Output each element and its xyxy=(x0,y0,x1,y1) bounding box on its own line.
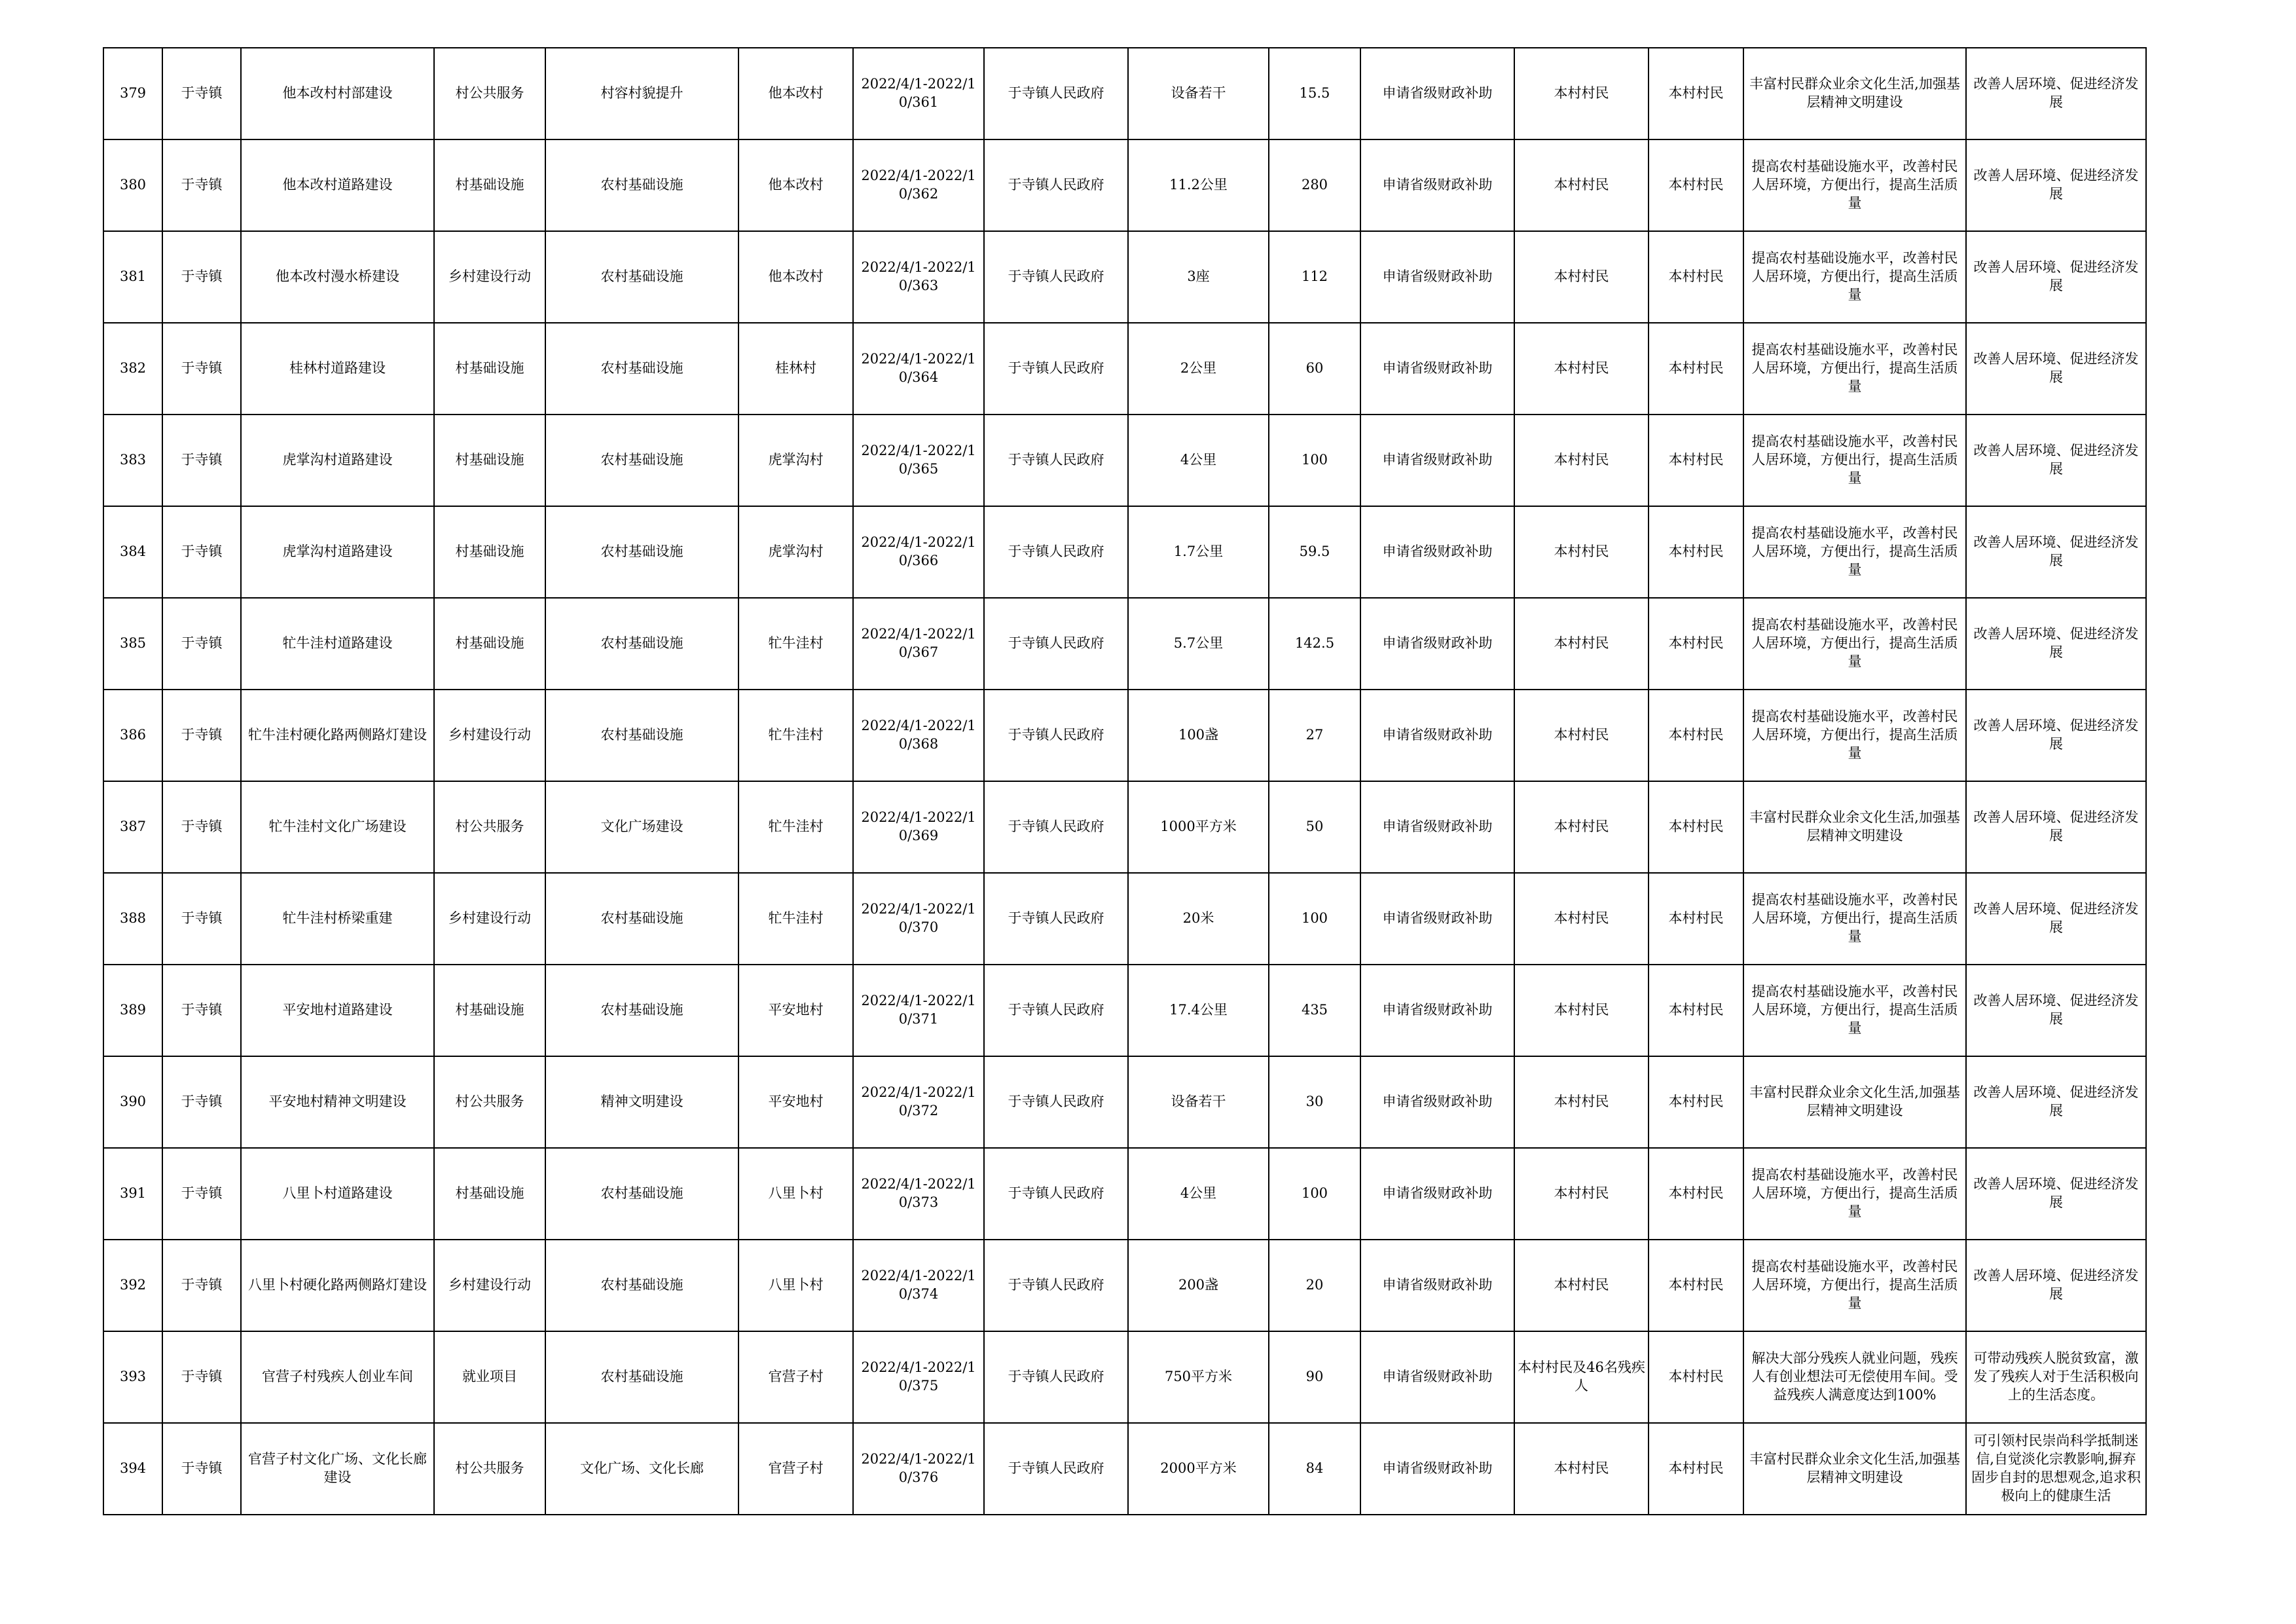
row-number: 391 xyxy=(103,1148,162,1240)
project-name-cell: 官营子村文化广场、文化长廊建设 xyxy=(241,1423,434,1515)
town-cell: 于寺镇 xyxy=(162,1331,241,1423)
project-type-cell: 乡村建设行动 xyxy=(434,231,545,323)
scale-cell: 设备若干 xyxy=(1128,1056,1269,1148)
town-cell: 于寺镇 xyxy=(162,139,241,231)
town-cell: 于寺镇 xyxy=(162,506,241,598)
village-cell: 牤牛洼村 xyxy=(738,873,853,965)
supervisor-cell: 本村村民 xyxy=(1649,48,1743,139)
project-subtype-cell: 文化广场建设 xyxy=(545,781,738,873)
project-name-cell: 牤牛洼村硬化路两侧路灯建设 xyxy=(241,690,434,781)
amount-cell: 50 xyxy=(1269,781,1360,873)
table-row xyxy=(103,506,2146,598)
project-subtype-cell: 农村基础设施 xyxy=(545,139,738,231)
goal-cell: 可引领村民崇尚科学抵制迷信,自觉淡化宗教影响,摒弃固步自封的思想观念,追求积极向上的健康生活 xyxy=(1966,1423,2146,1515)
beneficiary-cell: 本村村民 xyxy=(1514,415,1649,506)
project-type-cell: 村公共服务 xyxy=(434,1423,545,1515)
period-cell: 2022/4/1-2022/10/366 xyxy=(853,506,984,598)
supervisor-cell: 本村村民 xyxy=(1649,1056,1743,1148)
row-number: 385 xyxy=(103,598,162,690)
funding-source-cell: 申请省级财政补助 xyxy=(1360,965,1514,1056)
town-cell: 于寺镇 xyxy=(162,781,241,873)
period-cell: 2022/4/1-2022/10/361 xyxy=(853,48,984,139)
goal-cell: 改善人居环境、促进经济发展 xyxy=(1966,690,2146,781)
project-type-cell: 村基础设施 xyxy=(434,139,545,231)
town-cell: 于寺镇 xyxy=(162,598,241,690)
project-name-cell: 平安地村道路建设 xyxy=(241,965,434,1056)
town-cell: 于寺镇 xyxy=(162,48,241,139)
beneficiary-cell: 本村村民 xyxy=(1514,1148,1649,1240)
project-subtype-cell: 农村基础设施 xyxy=(545,1240,738,1331)
funding-source-cell: 申请省级财政补助 xyxy=(1360,1240,1514,1331)
project-name-cell: 官营子村残疾人创业车间 xyxy=(241,1331,434,1423)
scale-cell: 4公里 xyxy=(1128,1148,1269,1240)
scale-cell: 2公里 xyxy=(1128,323,1269,415)
row-number: 386 xyxy=(103,690,162,781)
goal-cell: 改善人居环境、促进经济发展 xyxy=(1966,415,2146,506)
benefit-cell: 提高农村基础设施水平，改善村民人居环境，方便出行，提高生活质量 xyxy=(1743,231,1966,323)
village-cell: 八里卜村 xyxy=(738,1148,853,1240)
scale-cell: 100盏 xyxy=(1128,690,1269,781)
beneficiary-cell: 本村村民 xyxy=(1514,1240,1649,1331)
project-type-cell: 村基础设施 xyxy=(434,323,545,415)
amount-cell: 27 xyxy=(1269,690,1360,781)
table-row xyxy=(103,415,2146,506)
project-type-cell: 村公共服务 xyxy=(434,48,545,139)
project-type-cell: 村公共服务 xyxy=(434,1056,545,1148)
period-cell: 2022/4/1-2022/10/375 xyxy=(853,1331,984,1423)
village-cell: 平安地村 xyxy=(738,1056,853,1148)
amount-cell: 100 xyxy=(1269,415,1360,506)
supervisor-cell: 本村村民 xyxy=(1649,1148,1743,1240)
row-number: 382 xyxy=(103,323,162,415)
goal-cell: 改善人居环境、促进经济发展 xyxy=(1966,965,2146,1056)
scale-cell: 5.7公里 xyxy=(1128,598,1269,690)
goal-cell: 改善人居环境、促进经济发展 xyxy=(1966,139,2146,231)
funding-source-cell: 申请省级财政补助 xyxy=(1360,598,1514,690)
project-type-cell: 村基础设施 xyxy=(434,965,545,1056)
implementing-unit-cell: 于寺镇人民政府 xyxy=(984,873,1128,965)
goal-cell: 改善人居环境、促进经济发展 xyxy=(1966,231,2146,323)
amount-cell: 90 xyxy=(1269,1331,1360,1423)
scale-cell: 设备若干 xyxy=(1128,48,1269,139)
town-cell: 于寺镇 xyxy=(162,415,241,506)
scale-cell: 1.7公里 xyxy=(1128,506,1269,598)
period-cell: 2022/4/1-2022/10/367 xyxy=(853,598,984,690)
row-number: 389 xyxy=(103,965,162,1056)
table-row xyxy=(103,323,2146,415)
table-row xyxy=(103,139,2146,231)
beneficiary-cell: 本村村民 xyxy=(1514,1423,1649,1515)
period-cell: 2022/4/1-2022/10/365 xyxy=(853,415,984,506)
village-cell: 他本改村 xyxy=(738,231,853,323)
funding-source-cell: 申请省级财政补助 xyxy=(1360,323,1514,415)
funding-source-cell: 申请省级财政补助 xyxy=(1360,415,1514,506)
goal-cell: 改善人居环境、促进经济发展 xyxy=(1966,873,2146,965)
goal-cell: 改善人居环境、促进经济发展 xyxy=(1966,48,2146,139)
goal-cell: 改善人居环境、促进经济发展 xyxy=(1966,323,2146,415)
village-cell: 官营子村 xyxy=(738,1331,853,1423)
project-name-cell: 他本改村村部建设 xyxy=(241,48,434,139)
period-cell: 2022/4/1-2022/10/368 xyxy=(853,690,984,781)
table-row xyxy=(103,873,2146,965)
benefit-cell: 丰富村民群众业余文化生活,加强基层精神文明建设 xyxy=(1743,1423,1966,1515)
project-name-cell: 虎掌沟村道路建设 xyxy=(241,506,434,598)
project-subtype-cell: 文化广场、文化长廊 xyxy=(545,1423,738,1515)
village-cell: 牤牛洼村 xyxy=(738,598,853,690)
benefit-cell: 提高农村基础设施水平，改善村民人居环境，方便出行，提高生活质量 xyxy=(1743,1148,1966,1240)
benefit-cell: 提高农村基础设施水平，改善村民人居环境，方便出行，提高生活质量 xyxy=(1743,1240,1966,1331)
beneficiary-cell: 本村村民 xyxy=(1514,690,1649,781)
amount-cell: 84 xyxy=(1269,1423,1360,1515)
village-cell: 八里卜村 xyxy=(738,1240,853,1331)
benefit-cell: 丰富村民群众业余文化生活,加强基层精神文明建设 xyxy=(1743,1056,1966,1148)
project-type-cell: 乡村建设行动 xyxy=(434,1240,545,1331)
town-cell: 于寺镇 xyxy=(162,231,241,323)
project-type-cell: 村基础设施 xyxy=(434,506,545,598)
table-row xyxy=(103,598,2146,690)
goal-cell: 可带动残疾人脱贫致富，激发了残疾人对于生活积极向上的生活态度。 xyxy=(1966,1331,2146,1423)
funding-source-cell: 申请省级财政补助 xyxy=(1360,139,1514,231)
town-cell: 于寺镇 xyxy=(162,1240,241,1331)
beneficiary-cell: 本村村民 xyxy=(1514,506,1649,598)
period-cell: 2022/4/1-2022/10/376 xyxy=(853,1423,984,1515)
period-cell: 2022/4/1-2022/10/370 xyxy=(853,873,984,965)
village-cell: 平安地村 xyxy=(738,965,853,1056)
period-cell: 2022/4/1-2022/10/362 xyxy=(853,139,984,231)
benefit-cell: 提高农村基础设施水平，改善村民人居环境，方便出行，提高生活质量 xyxy=(1743,690,1966,781)
village-cell: 他本改村 xyxy=(738,48,853,139)
village-cell: 官营子村 xyxy=(738,1423,853,1515)
amount-cell: 100 xyxy=(1269,873,1360,965)
supervisor-cell: 本村村民 xyxy=(1649,1331,1743,1423)
scale-cell: 200盏 xyxy=(1128,1240,1269,1331)
project-name-cell: 牤牛洼村道路建设 xyxy=(241,598,434,690)
project-name-cell: 桂林村道路建设 xyxy=(241,323,434,415)
implementing-unit-cell: 于寺镇人民政府 xyxy=(984,1148,1128,1240)
project-subtype-cell: 农村基础设施 xyxy=(545,1331,738,1423)
project-subtype-cell: 农村基础设施 xyxy=(545,231,738,323)
funding-source-cell: 申请省级财政补助 xyxy=(1360,690,1514,781)
supervisor-cell: 本村村民 xyxy=(1649,506,1743,598)
goal-cell: 改善人居环境、促进经济发展 xyxy=(1966,1056,2146,1148)
supervisor-cell: 本村村民 xyxy=(1649,1240,1743,1331)
project-type-cell: 村基础设施 xyxy=(434,415,545,506)
implementing-unit-cell: 于寺镇人民政府 xyxy=(984,323,1128,415)
goal-cell: 改善人居环境、促进经济发展 xyxy=(1966,506,2146,598)
project-type-cell: 就业项目 xyxy=(434,1331,545,1423)
town-cell: 于寺镇 xyxy=(162,1423,241,1515)
implementing-unit-cell: 于寺镇人民政府 xyxy=(984,1056,1128,1148)
table-row xyxy=(103,48,2146,139)
goal-cell: 改善人居环境、促进经济发展 xyxy=(1966,1240,2146,1331)
table-row xyxy=(103,1331,2146,1423)
village-cell: 桂林村 xyxy=(738,323,853,415)
funding-source-cell: 申请省级财政补助 xyxy=(1360,1331,1514,1423)
implementing-unit-cell: 于寺镇人民政府 xyxy=(984,690,1128,781)
funding-source-cell: 申请省级财政补助 xyxy=(1360,873,1514,965)
table-row xyxy=(103,781,2146,873)
supervisor-cell: 本村村民 xyxy=(1649,139,1743,231)
supervisor-cell: 本村村民 xyxy=(1649,415,1743,506)
beneficiary-cell: 本村村民 xyxy=(1514,323,1649,415)
scale-cell: 4公里 xyxy=(1128,415,1269,506)
funding-source-cell: 申请省级财政补助 xyxy=(1360,1056,1514,1148)
funding-source-cell: 申请省级财政补助 xyxy=(1360,1148,1514,1240)
beneficiary-cell: 本村村民 xyxy=(1514,1056,1649,1148)
supervisor-cell: 本村村民 xyxy=(1649,231,1743,323)
table-body xyxy=(103,48,2146,1515)
benefit-cell: 提高农村基础设施水平，改善村民人居环境，方便出行，提高生活质量 xyxy=(1743,873,1966,965)
project-subtype-cell: 精神文明建设 xyxy=(545,1056,738,1148)
village-cell: 牤牛洼村 xyxy=(738,690,853,781)
period-cell: 2022/4/1-2022/10/372 xyxy=(853,1056,984,1148)
town-cell: 于寺镇 xyxy=(162,690,241,781)
project-subtype-cell: 农村基础设施 xyxy=(545,506,738,598)
supervisor-cell: 本村村民 xyxy=(1649,323,1743,415)
benefit-cell: 提高农村基础设施水平，改善村民人居环境，方便出行，提高生活质量 xyxy=(1743,965,1966,1056)
period-cell: 2022/4/1-2022/10/363 xyxy=(853,231,984,323)
project-subtype-cell: 农村基础设施 xyxy=(545,1148,738,1240)
amount-cell: 20 xyxy=(1269,1240,1360,1331)
village-cell: 他本改村 xyxy=(738,139,853,231)
project-name-cell: 他本改村漫水桥建设 xyxy=(241,231,434,323)
supervisor-cell: 本村村民 xyxy=(1649,873,1743,965)
benefit-cell: 提高农村基础设施水平，改善村民人居环境，方便出行，提高生活质量 xyxy=(1743,598,1966,690)
goal-cell: 改善人居环境、促进经济发展 xyxy=(1966,598,2146,690)
implementing-unit-cell: 于寺镇人民政府 xyxy=(984,598,1128,690)
project-table xyxy=(103,47,2147,1515)
beneficiary-cell: 本村村民及46名残疾人 xyxy=(1514,1331,1649,1423)
row-number: 387 xyxy=(103,781,162,873)
beneficiary-cell: 本村村民 xyxy=(1514,231,1649,323)
project-name-cell: 牤牛洼村桥梁重建 xyxy=(241,873,434,965)
village-cell: 虎掌沟村 xyxy=(738,506,853,598)
amount-cell: 100 xyxy=(1269,1148,1360,1240)
implementing-unit-cell: 于寺镇人民政府 xyxy=(984,1423,1128,1515)
project-subtype-cell: 农村基础设施 xyxy=(545,415,738,506)
project-type-cell: 村基础设施 xyxy=(434,598,545,690)
row-number: 380 xyxy=(103,139,162,231)
scale-cell: 20米 xyxy=(1128,873,1269,965)
supervisor-cell: 本村村民 xyxy=(1649,1423,1743,1515)
amount-cell: 30 xyxy=(1269,1056,1360,1148)
benefit-cell: 提高农村基础设施水平，改善村民人居环境，方便出行，提高生活质量 xyxy=(1743,506,1966,598)
funding-source-cell: 申请省级财政补助 xyxy=(1360,781,1514,873)
town-cell: 于寺镇 xyxy=(162,965,241,1056)
row-number: 388 xyxy=(103,873,162,965)
implementing-unit-cell: 于寺镇人民政府 xyxy=(984,48,1128,139)
benefit-cell: 解决大部分残疾人就业问题，残疾人有创业想法可无偿使用车间。受益残疾人满意度达到100% xyxy=(1743,1331,1966,1423)
project-subtype-cell: 农村基础设施 xyxy=(545,323,738,415)
supervisor-cell: 本村村民 xyxy=(1649,781,1743,873)
table-row xyxy=(103,1056,2146,1148)
project-subtype-cell: 农村基础设施 xyxy=(545,965,738,1056)
supervisor-cell: 本村村民 xyxy=(1649,690,1743,781)
beneficiary-cell: 本村村民 xyxy=(1514,598,1649,690)
row-number: 394 xyxy=(103,1423,162,1515)
row-number: 379 xyxy=(103,48,162,139)
row-number: 381 xyxy=(103,231,162,323)
benefit-cell: 丰富村民群众业余文化生活,加强基层精神文明建设 xyxy=(1743,781,1966,873)
scale-cell: 11.2公里 xyxy=(1128,139,1269,231)
town-cell: 于寺镇 xyxy=(162,323,241,415)
amount-cell: 60 xyxy=(1269,323,1360,415)
town-cell: 于寺镇 xyxy=(162,1056,241,1148)
row-number: 383 xyxy=(103,415,162,506)
implementing-unit-cell: 于寺镇人民政府 xyxy=(984,781,1128,873)
project-name-cell: 八里卜村道路建设 xyxy=(241,1148,434,1240)
scale-cell: 2000平方米 xyxy=(1128,1423,1269,1515)
village-cell: 虎掌沟村 xyxy=(738,415,853,506)
row-number: 392 xyxy=(103,1240,162,1331)
project-type-cell: 乡村建设行动 xyxy=(434,873,545,965)
beneficiary-cell: 本村村民 xyxy=(1514,139,1649,231)
scale-cell: 17.4公里 xyxy=(1128,965,1269,1056)
benefit-cell: 提高农村基础设施水平，改善村民人居环境，方便出行，提高生活质量 xyxy=(1743,323,1966,415)
project-subtype-cell: 农村基础设施 xyxy=(545,873,738,965)
implementing-unit-cell: 于寺镇人民政府 xyxy=(984,231,1128,323)
scale-cell: 3座 xyxy=(1128,231,1269,323)
row-number: 384 xyxy=(103,506,162,598)
funding-source-cell: 申请省级财政补助 xyxy=(1360,1423,1514,1515)
project-subtype-cell: 农村基础设施 xyxy=(545,598,738,690)
row-number: 393 xyxy=(103,1331,162,1423)
implementing-unit-cell: 于寺镇人民政府 xyxy=(984,965,1128,1056)
town-cell: 于寺镇 xyxy=(162,873,241,965)
table-row xyxy=(103,1423,2146,1515)
beneficiary-cell: 本村村民 xyxy=(1514,965,1649,1056)
project-name-cell: 他本改村道路建设 xyxy=(241,139,434,231)
project-type-cell: 乡村建设行动 xyxy=(434,690,545,781)
scale-cell: 1000平方米 xyxy=(1128,781,1269,873)
table-row xyxy=(103,1240,2146,1331)
village-cell: 牤牛洼村 xyxy=(738,781,853,873)
amount-cell: 59.5 xyxy=(1269,506,1360,598)
supervisor-cell: 本村村民 xyxy=(1649,598,1743,690)
period-cell: 2022/4/1-2022/10/374 xyxy=(853,1240,984,1331)
project-name-cell: 牤牛洼村文化广场建设 xyxy=(241,781,434,873)
amount-cell: 280 xyxy=(1269,139,1360,231)
project-subtype-cell: 村容村貌提升 xyxy=(545,48,738,139)
table-row xyxy=(103,965,2146,1056)
table-row xyxy=(103,231,2146,323)
town-cell: 于寺镇 xyxy=(162,1148,241,1240)
project-name-cell: 八里卜村硬化路两侧路灯建设 xyxy=(241,1240,434,1331)
benefit-cell: 提高农村基础设施水平，改善村民人居环境，方便出行，提高生活质量 xyxy=(1743,415,1966,506)
period-cell: 2022/4/1-2022/10/369 xyxy=(853,781,984,873)
benefit-cell: 提高农村基础设施水平，改善村民人居环境，方便出行，提高生活质量 xyxy=(1743,139,1966,231)
period-cell: 2022/4/1-2022/10/364 xyxy=(853,323,984,415)
supervisor-cell: 本村村民 xyxy=(1649,965,1743,1056)
implementing-unit-cell: 于寺镇人民政府 xyxy=(984,1240,1128,1331)
project-type-cell: 村基础设施 xyxy=(434,1148,545,1240)
amount-cell: 142.5 xyxy=(1269,598,1360,690)
funding-source-cell: 申请省级财政补助 xyxy=(1360,231,1514,323)
implementing-unit-cell: 于寺镇人民政府 xyxy=(984,506,1128,598)
project-name-cell: 虎掌沟村道路建设 xyxy=(241,415,434,506)
implementing-unit-cell: 于寺镇人民政府 xyxy=(984,1331,1128,1423)
goal-cell: 改善人居环境、促进经济发展 xyxy=(1966,1148,2146,1240)
benefit-cell: 丰富村民群众业余文化生活,加强基层精神文明建设 xyxy=(1743,48,1966,139)
amount-cell: 435 xyxy=(1269,965,1360,1056)
period-cell: 2022/4/1-2022/10/373 xyxy=(853,1148,984,1240)
beneficiary-cell: 本村村民 xyxy=(1514,781,1649,873)
project-type-cell: 村公共服务 xyxy=(434,781,545,873)
table-row xyxy=(103,690,2146,781)
project-subtype-cell: 农村基础设施 xyxy=(545,690,738,781)
period-cell: 2022/4/1-2022/10/371 xyxy=(853,965,984,1056)
project-name-cell: 平安地村精神文明建设 xyxy=(241,1056,434,1148)
scale-cell: 750平方米 xyxy=(1128,1331,1269,1423)
amount-cell: 112 xyxy=(1269,231,1360,323)
amount-cell: 15.5 xyxy=(1269,48,1360,139)
implementing-unit-cell: 于寺镇人民政府 xyxy=(984,415,1128,506)
beneficiary-cell: 本村村民 xyxy=(1514,873,1649,965)
beneficiary-cell: 本村村民 xyxy=(1514,48,1649,139)
row-number: 390 xyxy=(103,1056,162,1148)
table-row xyxy=(103,1148,2146,1240)
funding-source-cell: 申请省级财政补助 xyxy=(1360,506,1514,598)
goal-cell: 改善人居环境、促进经济发展 xyxy=(1966,781,2146,873)
funding-source-cell: 申请省级财政补助 xyxy=(1360,48,1514,139)
implementing-unit-cell: 于寺镇人民政府 xyxy=(984,139,1128,231)
